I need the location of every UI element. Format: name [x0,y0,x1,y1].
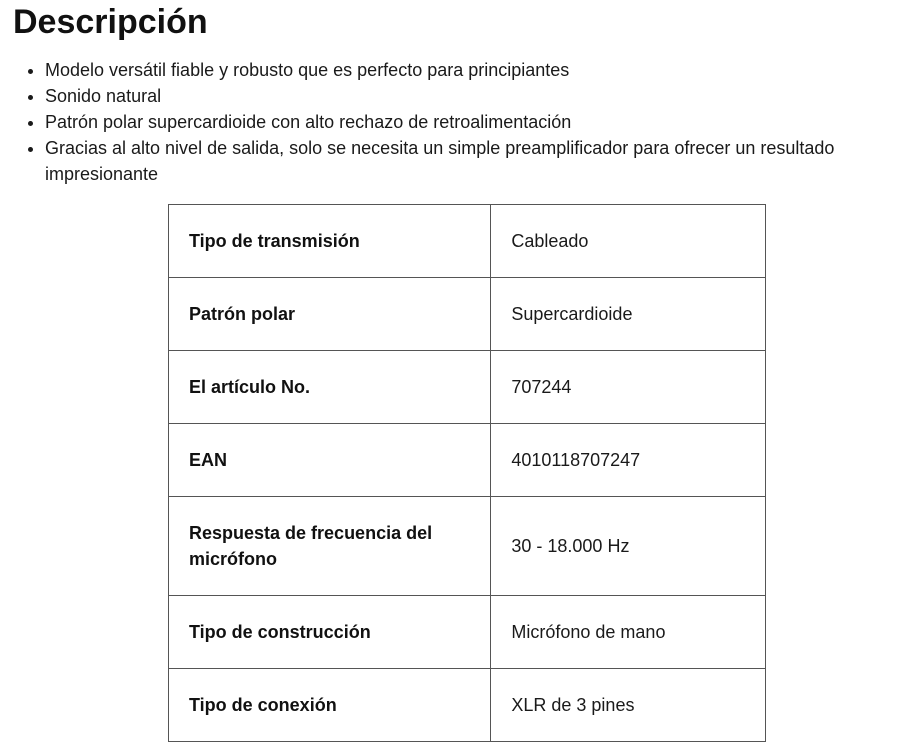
spec-label: Tipo de construcción [169,596,491,669]
spec-label: Respuesta de frecuencia del micrófono [169,497,491,596]
feature-item: • Sonido natural [45,83,905,109]
spec-label: Patrón polar [169,278,491,351]
table-row [169,351,766,424]
spec-value: Cableado [491,205,766,278]
feature-item: • Modelo versátil fiable y robusto que es perfecto para principiantes [45,57,905,83]
spec-value: Micrófono de mano [491,596,766,669]
spec-value: XLR de 3 pines [491,669,766,742]
spec-value: 707244 [491,351,766,424]
table-row [169,424,766,497]
spec-label: Tipo de conexión [169,669,491,742]
feature-item: • Patrón polar supercardioide con alto rechazo de retroalimentación [45,109,905,135]
table-row [169,497,766,596]
spec-value: 30 - 18.000 Hz [491,497,766,596]
spec-label: EAN [169,424,491,497]
table-row [169,278,766,351]
feature-item: • Gracias al alto nivel de salida, solo se necesita un simple preamplificador para ofrecer un resultado impresionante [45,135,905,187]
spec-value: 4010118707247 [491,424,766,497]
spec-label: Tipo de transmisión [169,205,491,278]
table-row [169,205,766,278]
spec-label: El artículo No. [169,351,491,424]
specs-table [168,204,766,742]
feature-list [0,57,905,187]
page-title: Descripción [13,3,208,41]
table-row [169,669,766,742]
table-row [169,596,766,669]
spec-value: Supercardioide [491,278,766,351]
